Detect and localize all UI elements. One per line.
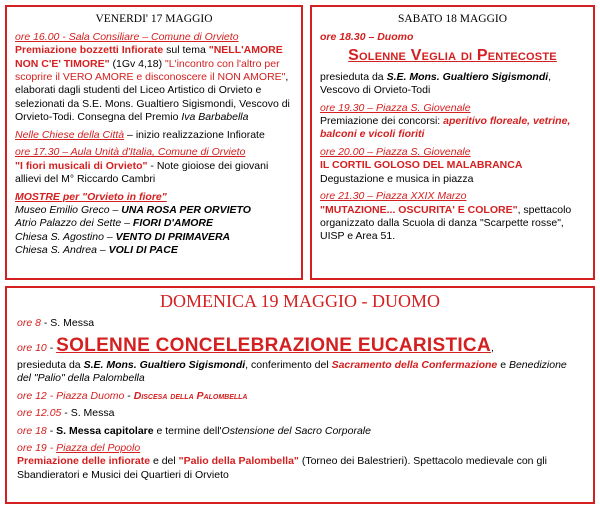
- event-time: ore 21.30 – Piazza XXIX Marzo: [320, 190, 467, 203]
- mostra-title: FIORI D'AMORE: [132, 217, 213, 230]
- separator: -: [46, 424, 57, 437]
- event-time: ore 12.05: [17, 407, 62, 420]
- event-title: "MUTAZIONE... OSCURITA' E COLORE": [320, 203, 518, 216]
- mostra-place: Atrio Palazzo dei Sette –: [15, 217, 133, 230]
- event-desc: , spettacolo organizzato dalla Scuola di danza "Scarpette rosse", UISP e Area 51.: [320, 203, 572, 243]
- event-desc: Degustazione e musica in piazza: [320, 172, 474, 185]
- event-place: Nelle Chiese della Città: [15, 128, 125, 141]
- event-text: e: [497, 358, 509, 371]
- event-text: , conferimento del: [245, 358, 332, 371]
- event-time: ore 16.00 - Sala Consiliare – Comune di Orvieto: [15, 30, 239, 43]
- event-place: Piazza del Popolo: [56, 441, 141, 454]
- mostra-item: [15, 231, 293, 244]
- event-title: S. Messa capitolare: [56, 424, 154, 437]
- event-text: e termine dell': [153, 424, 222, 437]
- event-title: Premiazione bozzetti Infiorate: [15, 44, 164, 57]
- event-text: sul tema: [163, 44, 206, 57]
- saturday-event-veglia: [320, 31, 585, 98]
- event-time: ore 19 -: [17, 441, 57, 454]
- event-desc: , elaborati dagli studenti del Liceo Artistico di Orvieto e selezionati da S.E. Mons. Gualtiero Sigismondi, Vescovo di Orvieto-Todi. Consegna del Premio: [15, 71, 290, 124]
- sunday-row-capitolare: [17, 425, 583, 438]
- event-title: Premiazione delle infiorate: [17, 455, 151, 468]
- event-time: ore 17.30 – Aula Unità d'Italia, Comune di Orvieto: [15, 146, 246, 159]
- separator: -: [46, 342, 57, 355]
- sunday-row-premiazione: [17, 442, 583, 482]
- event-person: S.E. Mons. Gualtiero Sigismondi: [386, 70, 549, 83]
- event-theme: "NELL'AMORE NON C'E' TIMORE": [15, 44, 283, 70]
- mostra-title: VOLI DI PACE: [108, 244, 178, 257]
- friday-event-chiese: [15, 129, 293, 142]
- event-time: ore 19.30 – Piazza S. Giovenale: [320, 101, 471, 114]
- event-desc: - S. Messa: [61, 407, 115, 420]
- event-role: , Vescovo di Orvieto-Todi: [320, 70, 552, 97]
- event-title: Solenne Veglia di Pentecoste: [348, 47, 557, 65]
- event-time: ore 12 - Piazza Duomo: [17, 389, 125, 402]
- event-desc: - S. Messa: [40, 317, 95, 330]
- event-time: ore 20.00 – Piazza S. Giovenale: [320, 145, 471, 158]
- friday-event-premiazione: [15, 31, 293, 125]
- prize-name: Iva Barbabella: [181, 111, 249, 124]
- event-desc: (Torneo dei Balestrieri). Spettacolo medievale con gli Sbandieratori e Musici dei Quartieri di Orvieto: [17, 455, 547, 481]
- event-palio: "Palio della Palombella": [178, 455, 299, 468]
- mostra-title: VENTO DI PRIMAVERA: [115, 230, 231, 243]
- mostra-title: UNA ROSA PER ORVIETO: [121, 203, 251, 216]
- event-title: IL CORTIL GOLOSO DEL MALABRANCA: [320, 159, 523, 172]
- event-desc: - Note gioiose dei giovani allievi del M° Riccardo Cambri: [15, 159, 269, 186]
- separator: -: [124, 389, 134, 402]
- event-time: ore 10: [17, 342, 47, 355]
- event-title: SOLENNE CONCELEBRAZIONE EUCARISTICA: [56, 335, 491, 357]
- mostra-place: Chiesa S. Andrea –: [15, 244, 109, 257]
- friday-event-fiori-musicali: [15, 146, 293, 186]
- event-person: S.E. Mons. Gualtiero Sigismondi: [83, 358, 246, 371]
- saturday-event-mutazione: [320, 190, 585, 244]
- sunday-row-messa-8: [17, 317, 583, 330]
- event-time: ore 18: [17, 424, 47, 437]
- mostra-item: [15, 244, 293, 257]
- event-desc-highlight: "L'incontro con l'altro per scoprire il VERO AMORE e disconoscere il NON AMORE": [15, 57, 286, 84]
- event-text: e del: [150, 455, 179, 468]
- event-time: ore 8: [17, 317, 41, 330]
- sunday-row-concelebrazione: [17, 334, 583, 385]
- saturday-event-premiazione: [320, 102, 585, 142]
- event-blessing: Benedizione del "Palio" della Palombella: [17, 358, 567, 385]
- event-by: presieduta da: [320, 70, 387, 83]
- event-ref: (1Gv 4,18): [109, 57, 163, 70]
- sunday-row-discesa: [17, 390, 583, 403]
- saturday-event-cortil: [320, 146, 585, 186]
- mostra-item: [15, 204, 293, 217]
- event-sacrament: Sacramento della Confermazione: [331, 358, 498, 371]
- event-title: Discesa della Palombella: [133, 389, 248, 402]
- event-time: ore 18.30 – Duomo: [320, 30, 414, 43]
- event-desc: Premiazione dei concorsi:: [320, 114, 444, 127]
- mostra-place: Museo Emilio Greco –: [15, 203, 122, 216]
- friday-panel: [5, 5, 303, 280]
- mostre-label: MOSTRE per "Orvieto in fiore": [15, 190, 167, 203]
- event-desc: – inizio realizzazione Infiorate: [124, 128, 265, 141]
- saturday-panel: [310, 5, 595, 280]
- friday-heading: VENERDI' 17 MAGGIO: [95, 13, 213, 25]
- friday-mostre: [15, 191, 293, 258]
- sunday-heading: DOMENICA 19 MAGGIO - DUOMO: [160, 291, 440, 311]
- event-by: presieduta da: [17, 358, 84, 371]
- sunday-panel: [5, 286, 595, 504]
- event-contests: aperitivo floreale, vetrine, balconi e vicoli fioriti: [320, 114, 571, 141]
- event-title: "I fiori musicali di Orvieto": [15, 159, 148, 172]
- sunday-row-messa-1205: [17, 407, 583, 420]
- separator: ,: [490, 342, 494, 355]
- saturday-heading: SABATO 18 MAGGIO: [397, 13, 508, 25]
- mostra-item: [15, 217, 293, 230]
- event-ostensione: Ostensione del Sacro Corporale: [221, 424, 371, 437]
- mostra-place: Chiesa S. Agostino –: [15, 230, 116, 243]
